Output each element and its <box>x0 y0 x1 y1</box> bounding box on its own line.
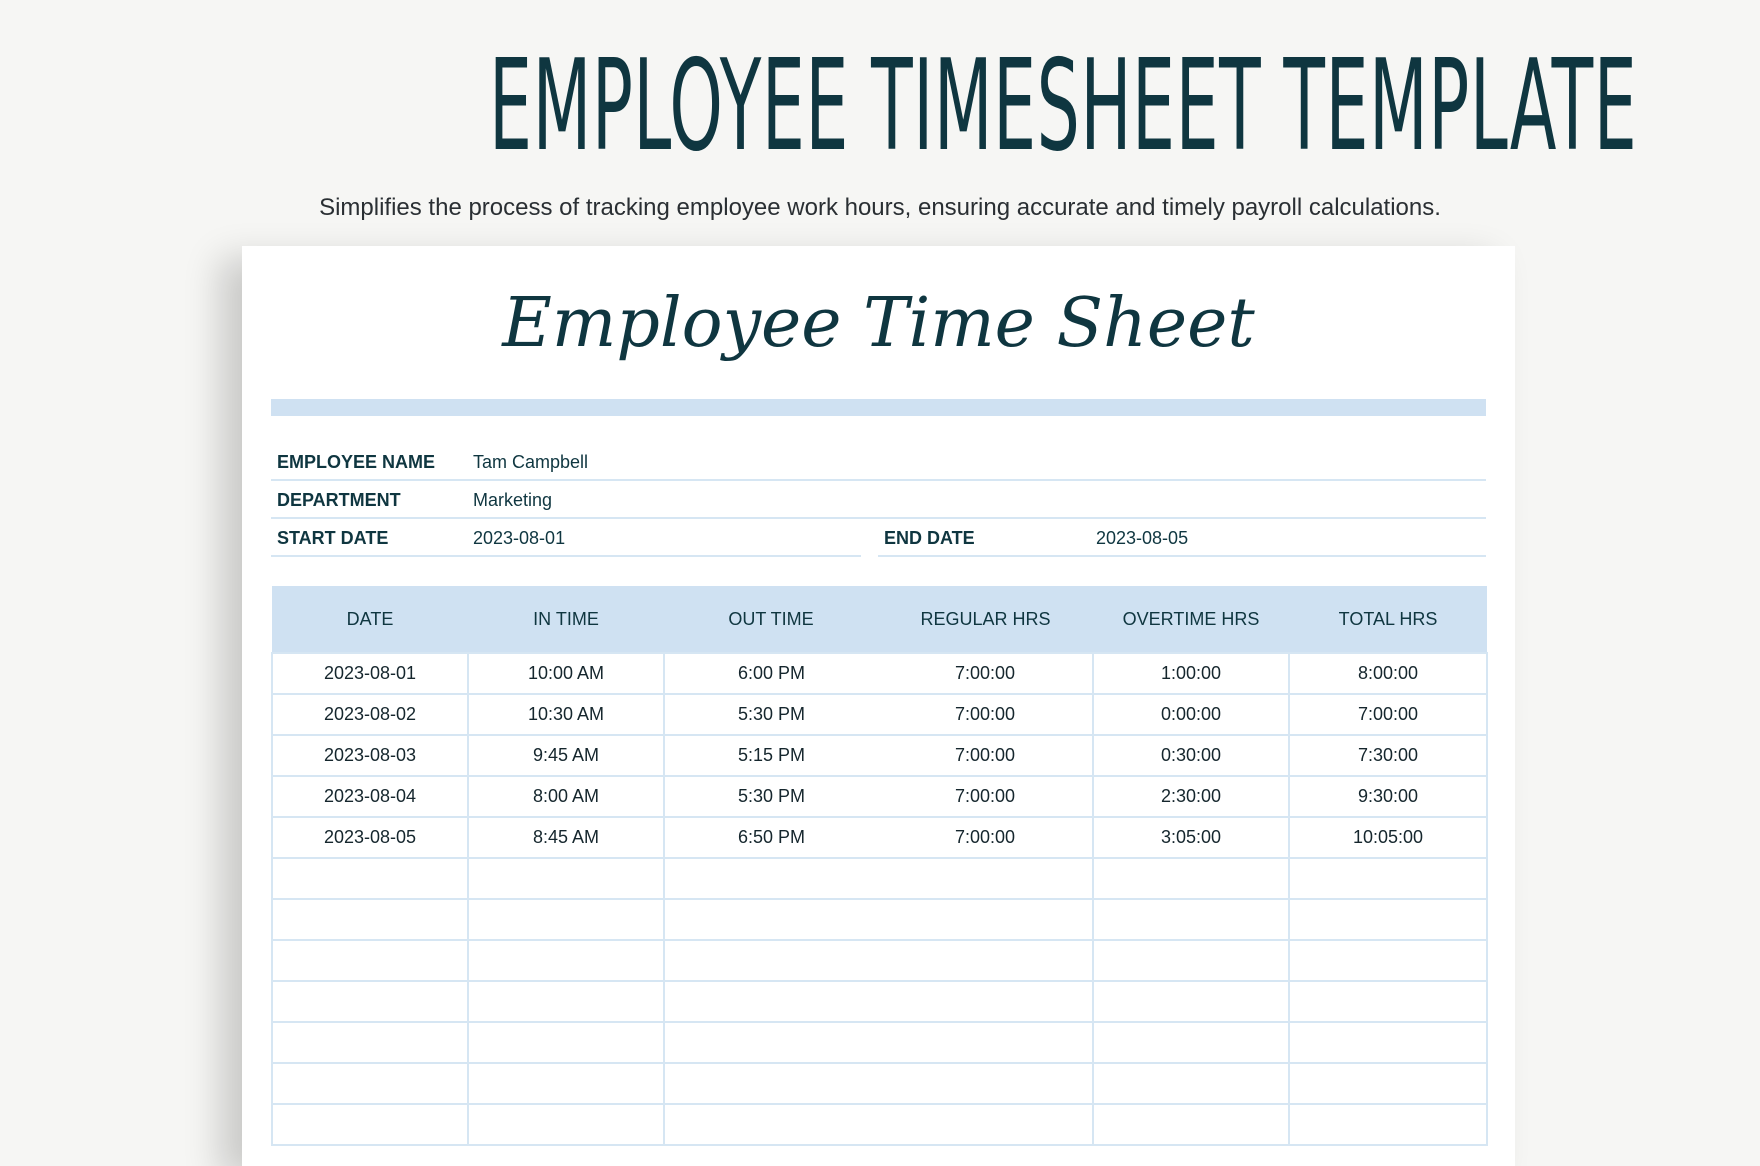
start-date-row <box>271 520 861 557</box>
empty-cell[interactable] <box>272 899 468 940</box>
empty-cell[interactable] <box>1093 899 1289 940</box>
empty-table-row <box>272 1104 1487 1145</box>
cell-total-hrs[interactable]: 9:30:00 <box>1289 776 1487 817</box>
department-label: DEPARTMENT <box>277 490 401 510</box>
table-row <box>272 735 1487 776</box>
cell-overtime-hrs[interactable]: 0:00:00 <box>1093 694 1289 735</box>
empty-cell[interactable] <box>468 899 664 940</box>
empty-cell[interactable] <box>878 1063 1093 1104</box>
banner-subtitle: Simplifies the process of tracking employee work hours, ensuring accurate and timely payroll calculations. <box>319 194 1441 221</box>
empty-cell[interactable] <box>878 1104 1093 1145</box>
empty-cell[interactable] <box>1289 940 1487 981</box>
empty-cell[interactable] <box>664 940 878 981</box>
empty-cell[interactable] <box>1289 858 1487 899</box>
cell-regular-hrs[interactable]: 7:00:00 <box>878 694 1093 735</box>
cell-in-time[interactable]: 10:30 AM <box>468 694 664 735</box>
banner-title-text: EMPLOYEE TIMESHEET TEMPLATE <box>489 32 1638 179</box>
empty-table-row <box>272 899 1487 940</box>
cell-out-time[interactable]: 5:30 PM <box>664 694 878 735</box>
table-row <box>272 776 1487 817</box>
empty-cell[interactable] <box>468 1104 664 1145</box>
empty-table-row <box>272 940 1487 981</box>
employee-name-row <box>271 444 1486 481</box>
cell-total-hrs[interactable]: 7:30:00 <box>1289 735 1487 776</box>
cell-regular-hrs[interactable]: 7:00:00 <box>878 735 1093 776</box>
cell-in-time[interactable]: 8:00 AM <box>468 776 664 817</box>
empty-cell[interactable] <box>272 1063 468 1104</box>
cell-overtime-hrs[interactable]: 3:05:00 <box>1093 817 1289 858</box>
cell-total-hrs[interactable]: 7:00:00 <box>1289 694 1487 735</box>
empty-cell[interactable] <box>664 858 878 899</box>
empty-cell[interactable] <box>468 1022 664 1063</box>
end-date-row <box>878 520 1486 557</box>
empty-cell[interactable] <box>468 858 664 899</box>
empty-cell[interactable] <box>1289 899 1487 940</box>
empty-cell[interactable] <box>664 1063 878 1104</box>
cell-regular-hrs[interactable]: 7:00:00 <box>878 817 1093 858</box>
end-date-value[interactable]: 2023-08-05 <box>1096 528 1189 548</box>
empty-cell[interactable] <box>468 981 664 1022</box>
cell-out-time[interactable]: 5:30 PM <box>664 776 878 817</box>
department-value[interactable]: Marketing <box>473 490 553 510</box>
employee-name-value[interactable]: Tam Campbell <box>473 452 589 472</box>
cell-regular-hrs[interactable]: 7:00:00 <box>878 653 1093 694</box>
employee-name-label: EMPLOYEE NAME <box>277 452 436 472</box>
cell-total-hrs[interactable]: 10:05:00 <box>1289 817 1487 858</box>
table-row <box>272 694 1487 735</box>
empty-cell[interactable] <box>664 899 878 940</box>
empty-cell[interactable] <box>878 1022 1093 1063</box>
cell-overtime-hrs[interactable]: 0:30:00 <box>1093 735 1289 776</box>
empty-cell[interactable] <box>1289 1104 1487 1145</box>
cell-date[interactable]: 2023-08-01 <box>272 653 468 694</box>
empty-cell[interactable] <box>1289 1022 1487 1063</box>
empty-cell[interactable] <box>272 1104 468 1145</box>
cell-in-time[interactable]: 9:45 AM <box>468 735 664 776</box>
column-header-total-hrs: TOTAL HRS <box>1289 586 1487 653</box>
start-date-value[interactable]: 2023-08-01 <box>473 528 566 548</box>
title-divider-bar <box>271 399 1486 416</box>
empty-cell[interactable] <box>664 981 878 1022</box>
empty-cell[interactable] <box>1093 858 1289 899</box>
empty-cell[interactable] <box>1093 940 1289 981</box>
column-header-overtime-hrs: OVERTIME HRS <box>1093 586 1289 653</box>
table-row <box>272 653 1487 694</box>
banner-title <box>0 32 1760 179</box>
cell-overtime-hrs[interactable]: 1:00:00 <box>1093 653 1289 694</box>
empty-cell[interactable] <box>1289 1063 1487 1104</box>
column-header-in-time: IN TIME <box>468 586 664 653</box>
empty-cell[interactable] <box>468 940 664 981</box>
empty-table-row <box>272 981 1487 1022</box>
column-header-out-time: OUT TIME <box>664 586 878 653</box>
empty-cell[interactable] <box>272 981 468 1022</box>
cell-out-time[interactable]: 5:15 PM <box>664 735 878 776</box>
cell-date[interactable]: 2023-08-04 <box>272 776 468 817</box>
start-date-label: START DATE <box>277 528 389 548</box>
empty-cell[interactable] <box>1093 981 1289 1022</box>
empty-cell[interactable] <box>1093 1063 1289 1104</box>
empty-cell[interactable] <box>878 981 1093 1022</box>
column-header-date: DATE <box>272 586 468 653</box>
timesheet-sheet <box>242 246 1515 1166</box>
cell-out-time[interactable]: 6:50 PM <box>664 817 878 858</box>
timesheet-table <box>271 586 1488 1146</box>
column-header-regular-hrs: REGULAR HRS <box>878 586 1093 653</box>
empty-cell[interactable] <box>272 858 468 899</box>
cell-date[interactable]: 2023-08-02 <box>272 694 468 735</box>
empty-cell[interactable] <box>878 858 1093 899</box>
empty-cell[interactable] <box>1289 981 1487 1022</box>
cell-date[interactable]: 2023-08-03 <box>272 735 468 776</box>
empty-cell[interactable] <box>272 940 468 981</box>
cell-total-hrs[interactable]: 8:00:00 <box>1289 653 1487 694</box>
cell-in-time[interactable]: 8:45 AM <box>468 817 664 858</box>
cell-regular-hrs[interactable]: 7:00:00 <box>878 776 1093 817</box>
cell-date[interactable]: 2023-08-05 <box>272 817 468 858</box>
cell-in-time[interactable]: 10:00 AM <box>468 653 664 694</box>
empty-cell[interactable] <box>272 1022 468 1063</box>
cell-overtime-hrs[interactable]: 2:30:00 <box>1093 776 1289 817</box>
empty-cell[interactable] <box>664 1022 878 1063</box>
empty-cell[interactable] <box>878 899 1093 940</box>
table-row <box>272 817 1487 858</box>
empty-table-row <box>272 1063 1487 1104</box>
department-row <box>271 482 1486 519</box>
empty-table-row <box>272 1022 1487 1063</box>
cell-out-time[interactable]: 6:00 PM <box>664 653 878 694</box>
empty-cell[interactable] <box>664 1104 878 1145</box>
sheet-title: Employee Time Sheet <box>502 284 1255 363</box>
end-date-label: END DATE <box>884 528 975 548</box>
empty-table-row <box>272 858 1487 899</box>
empty-cell[interactable] <box>1093 1022 1289 1063</box>
empty-cell[interactable] <box>1093 1104 1289 1145</box>
empty-cell[interactable] <box>878 940 1093 981</box>
table-header-row <box>272 586 1487 653</box>
empty-cell[interactable] <box>468 1063 664 1104</box>
